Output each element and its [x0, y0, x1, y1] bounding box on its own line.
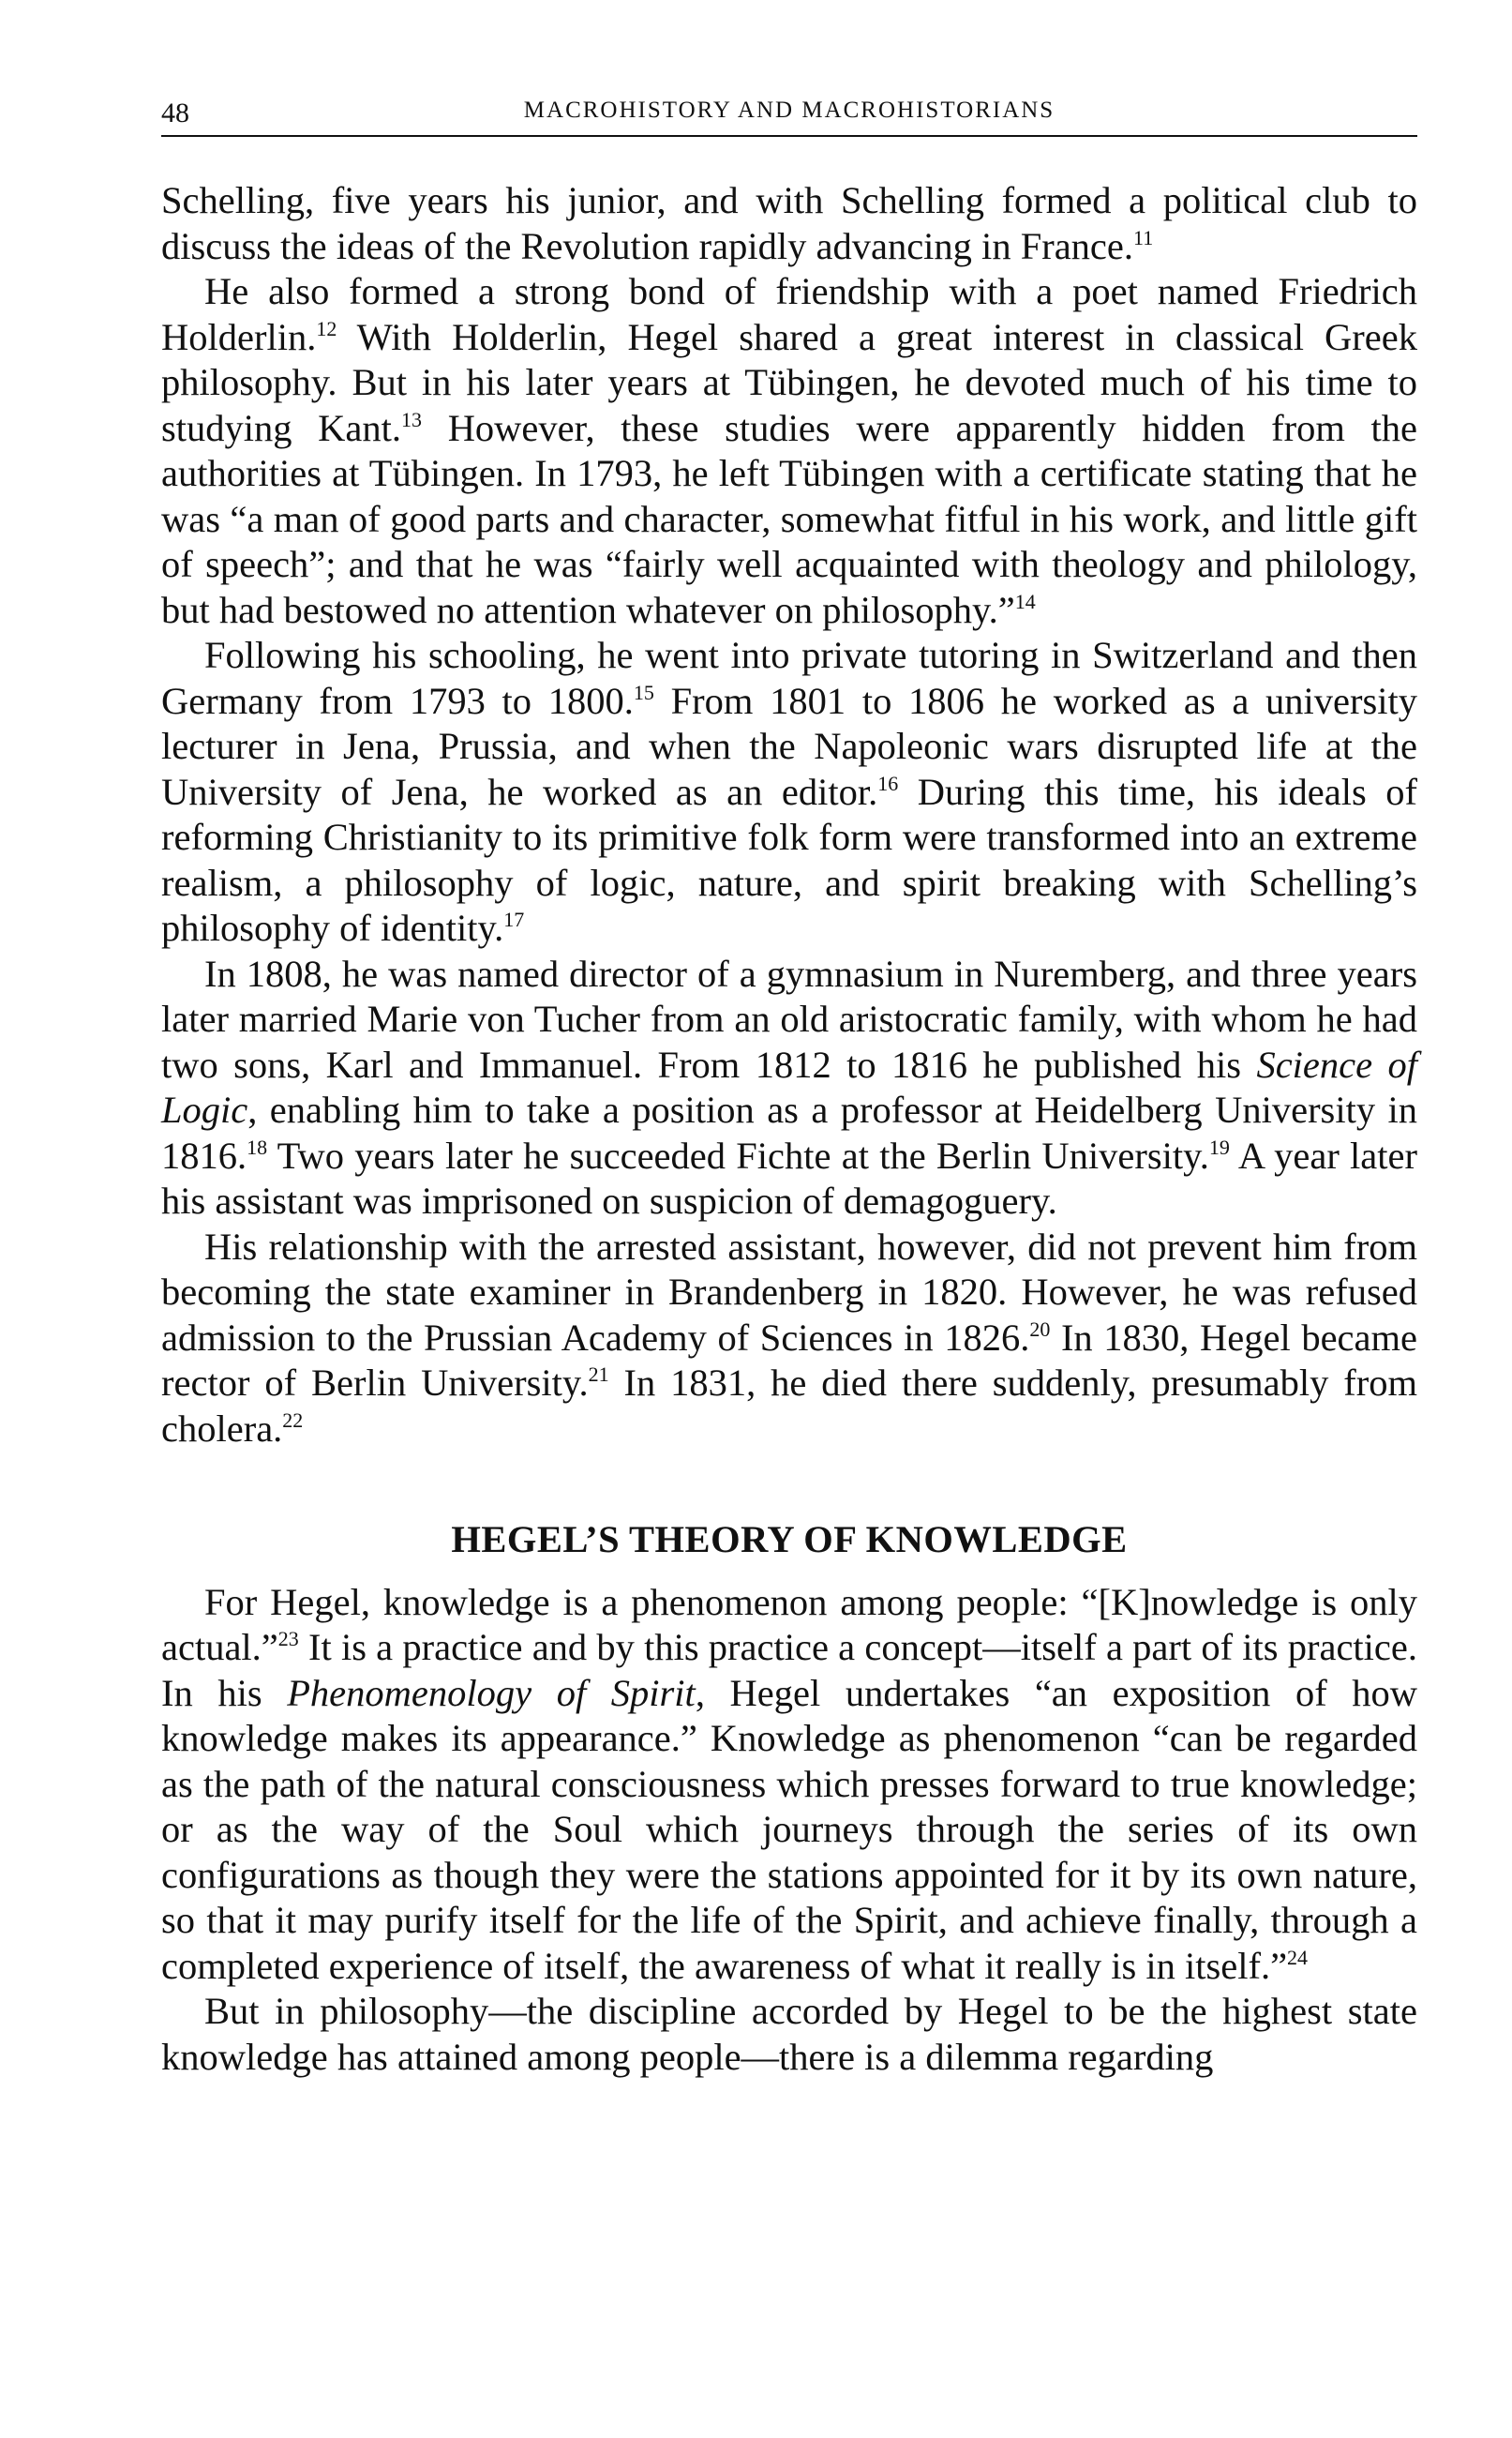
footnote-ref: 16	[877, 771, 899, 795]
paragraph: In 1808, he was named director of a gymnasium in Nuremberg, and three years later married Marie von Tucher from an old aristocratic family, with whom he had two sons, Karl and Immanuel. From 1812 to 1816 he published his Science of Logic, enabling him to take a position as a professor at Heidelberg University in 1816.18 Two years later he succeeded Fichte at the Berlin University.$^{19}$ A year later his assistant was imprisoned on suspicion of demagoguery.	[161, 952, 1417, 1222]
footnote-ref: 13	[401, 407, 423, 431]
book-title: Phenomenology of Spirit	[287, 1671, 696, 1714]
running-head	[161, 94, 1417, 137]
paragraph: His relationship with the arrested assistant, however, did not prevent him from becoming the state examiner in Brandenberg in 1820. However, he was refused admission to the Prussian Academy of Sciences in 1826.20 In 1830, Hegel became rector of Berlin University.$^{21}$ In 1831, he died there suddenly, presumably from cholera.$^{22}$	[161, 1225, 1418, 1450]
paragraph: Following his schooling, he went into private tutoring in Switzerland and then Germany from 1793 to 1800.15 From 1801 to 1806 he worked as a university lecturer in Jena, Prussia, and when the Napoleonic wars disrupted life at the University of Jena, he worked as an editor.$^{16}$ During this time, his ideals of reforming Christianity to its primitive folk form were transformed into an extreme realism, a philosophy of logic, nature, and spirit breaking with Schelling’s philosophy of identity.$^{17}$	[161, 634, 1417, 949]
footnote-ref: 21	[588, 1362, 609, 1386]
section-heading: HEGEL’S THEORY OF KNOWLEDGE	[451, 1518, 1128, 1560]
footnote-ref: 11	[1133, 225, 1154, 249]
paragraph: But in philosophy—the discipline accorded by Hegel to be the highest state knowledge has attained among people—there is a dilemma regarding	[161, 1990, 1417, 2078]
footnote-ref: 12	[316, 316, 337, 340]
footnote-ref: 20	[1029, 1317, 1051, 1341]
footnote-ref: 17	[503, 908, 525, 931]
footnote-ref: 23	[277, 1627, 299, 1650]
running-title: MACROHISTORY AND MACROHISTORIANS	[523, 98, 1055, 123]
paragraph: For Hegel, knowledge is a phenomenon among people: “[K]nowledge is only actual.”$^{23}$ It is a practice and by this practice a concept—itself a part of its practice. In his Phenomenology of Spirit, Hegel undertakes “an exposition of how knowledge makes its appearance.” Knowledge as phenomenon “can be regarded as the path of the natural consciousness which presses forward to true knowledge; or as the way of the Soul which journeys through the series of its own configurations as though they were the stations appointed for it by its own nature, so that it may purify itself for the life of the Spirit, and achieve finally, through a completed experience of itself, the awareness of what it really is in itself.”$^{24}$	[161, 1580, 1418, 1987]
paragraph: He also formed a strong bond of friendship with a poet named Friedrich Holderlin.$^{12}$ With Holderlin, Hegel shared a great interest in classical Greek philosophy. But in his later years at Tübingen, he devoted much of his time to studying Kant.$^{13}$ However, these studies were apparently hidden from the authorities at Tübingen. In 1793, he left Tübingen with a certificate stating that he was “a man of good parts and character, somewhat fitful in his work, and little gift of speech”; and that he was “fairly well acquainted with theology and philology, but had bestowed no attention whatever on philosophy.”$^{14}$	[161, 270, 1417, 631]
paragraph: Schelling, five years his junior, and with Schelling formed a political club to discuss the ideas of the Revolution rapidly advancing in France.$^{11}$	[161, 179, 1417, 267]
page-number: 48	[161, 98, 189, 128]
footnote-ref: 15	[633, 680, 654, 704]
footnote-ref: 24	[1287, 1945, 1309, 1969]
footnote-ref: 22	[282, 1407, 304, 1432]
book-title: Science of Logic	[161, 1043, 1417, 1131]
body-text	[161, 178, 1417, 2080]
footnote-ref: 14	[1014, 589, 1036, 613]
footnote-ref: 18	[247, 1135, 268, 1159]
footnote-ref: 19	[1208, 1135, 1230, 1159]
